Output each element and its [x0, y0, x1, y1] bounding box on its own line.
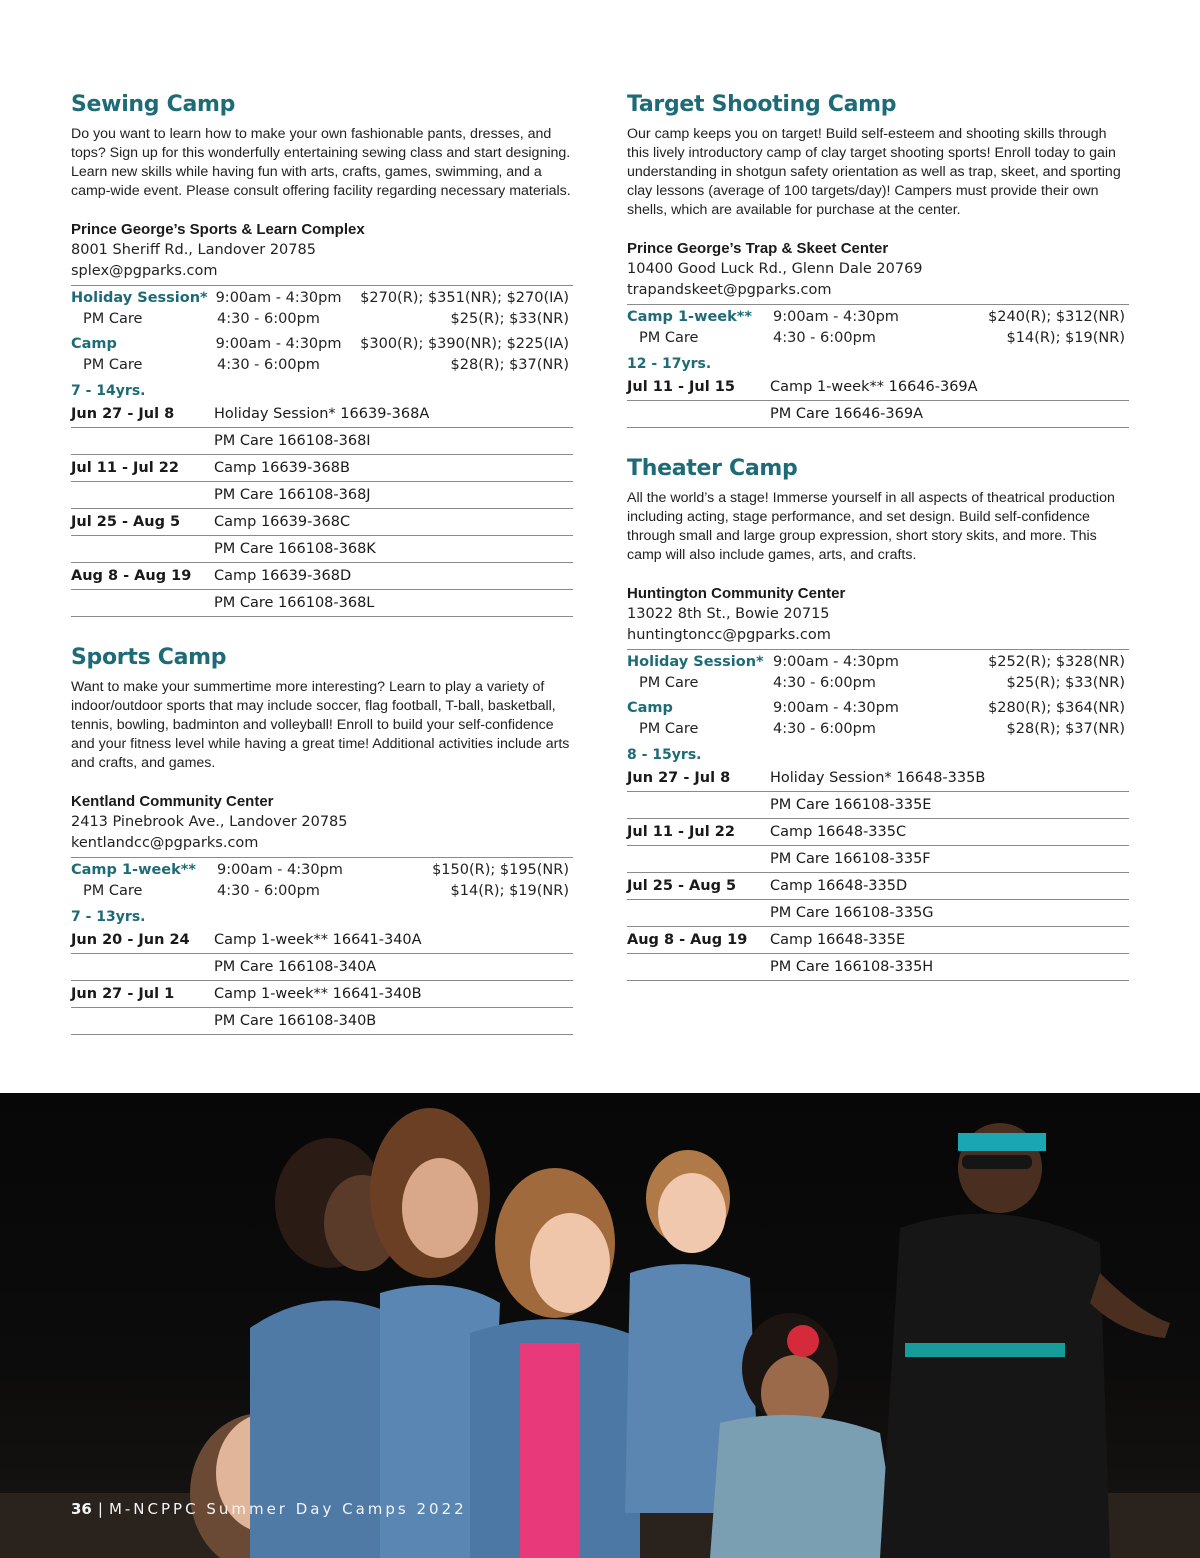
session-course: PM Care 166108-368I [214, 433, 371, 449]
fee-label: Camp 1-week** [71, 862, 196, 878]
fee-table [71, 285, 573, 375]
fee-price: $270(R); $351(NR); $270(IA) [360, 290, 569, 306]
section-description: All the world’s a stage! Immerse yourself in all aspects of theatrical production including acting, stage performance, and set design. Build self-confidence through small and large group expression, short story skits, and more. This camp will also include games, arts, and crafts. [627, 490, 1115, 563]
fee-label: Holiday Session* [627, 654, 764, 670]
schedule-row [71, 1008, 573, 1035]
schedule-row [627, 401, 1129, 428]
schedule-table [71, 401, 573, 617]
fee-label: PM Care [83, 356, 143, 373]
fee-price: $28(R); $37(NR) [1006, 720, 1125, 737]
fee-label: PM Care [83, 310, 143, 327]
schedule-row [71, 428, 573, 455]
fee-label: PM Care [639, 720, 699, 737]
schedule-row [71, 509, 573, 536]
fee-price: $150(R); $195(NR) [432, 862, 569, 878]
section-description: Want to make your summertime more interesting? Learn to play a variety of indoor/outdoor sports that may include soccer, flag football, T-ball, basketball, tennis, bowling, badminton and volleyball! Enroll to build your self-confidence and your fitness level while having a great time! Additional activities include arts and crafts, and games. [71, 679, 570, 771]
session-course: Camp 1-week** 16646-369A [770, 379, 978, 395]
location-name: Prince George’s Trap & Skeet Center [627, 240, 889, 257]
session-course: PM Care 166108-335E [770, 797, 932, 813]
session-course: PM Care 166108-340A [214, 959, 377, 975]
schedule-row [627, 374, 1129, 401]
session-dates: Aug 8 - Aug 19 [627, 932, 748, 948]
section-title: Sports Camp [71, 645, 227, 670]
age-range: 8 - 15yrs. [627, 747, 702, 763]
fee-table [627, 304, 1129, 348]
session-course: Camp 1-week** 16641-340A [214, 932, 422, 948]
fee-row [627, 307, 1129, 328]
schedule-row [71, 455, 573, 482]
schedule-row [627, 846, 1129, 873]
fee-time: 9:00am - 4:30pm [773, 309, 899, 325]
left-column [71, 92, 573, 1063]
session-course: Camp 16648-335E [770, 932, 906, 948]
fee-row [71, 334, 573, 355]
session-dates: Jun 27 - Jul 1 [71, 986, 175, 1002]
session-course: Camp 16639-368B [214, 460, 350, 476]
location-address: 2413 Pinebrook Ave., Landover 20785 [71, 814, 348, 830]
schedule-row [627, 900, 1129, 927]
section-description: Do you want to learn how to make your own fashionable pants, dresses, and tops? Sign up for this wonderfully entertaining sewing class and start designing. Learn new skills while having fun with arts, crafts, games, swimming, and a camp-wide event. Please consult offering facility regarding necessary materials. [71, 126, 571, 199]
theater-camp-section [627, 456, 1129, 981]
location-address: 8001 Sheriff Rd., Landover 20785 [71, 242, 316, 258]
schedule-row [627, 873, 1129, 900]
session-course: PM Care 166108-340B [214, 1013, 377, 1029]
fee-price: $300(R); $390(NR); $225(IA) [360, 336, 569, 352]
fee-row [627, 719, 1129, 740]
right-column [627, 92, 1129, 1009]
session-course: PM Care 166108-368L [214, 595, 375, 611]
location-email[interactable]: trapandskeet@pgparks.com [627, 282, 832, 298]
session-dates: Jul 25 - Aug 5 [627, 878, 737, 894]
target-shooting-camp-section [627, 92, 1129, 428]
location-name: Kentland Community Center [71, 793, 274, 810]
session-course: Camp 16639-368D [214, 568, 352, 584]
session-dates: Jul 11 - Jul 15 [627, 379, 735, 395]
session-course: Camp 16639-368C [214, 514, 351, 530]
session-course: PM Care 166108-368K [214, 541, 376, 557]
schedule-row [627, 765, 1129, 792]
session-dates: Jul 11 - Jul 22 [71, 460, 179, 476]
location-address: 13022 8th St., Bowie 20715 [627, 606, 830, 622]
section-description: Our camp keeps you on target! Build self-esteem and shooting skills through this lively introductory camp of clay target shooting sports! Enroll today to gain understanding in shotgun safety orientation as well as trap, skeet, and sporting clay lessons (average of 100 targets/day)! Campers must provide their own shells, which are available for purchase at the center. [627, 126, 1121, 218]
fee-price: $252(R); $328(NR) [988, 654, 1125, 670]
fee-row [627, 673, 1129, 694]
fee-price: $14(R); $19(NR) [1006, 329, 1125, 346]
sewing-camp-section [71, 92, 573, 617]
session-dates: Jul 25 - Aug 5 [71, 514, 181, 530]
session-course: Camp 1-week** 16641-340B [214, 986, 422, 1002]
fee-price: $28(R); $37(NR) [450, 356, 569, 373]
schedule-row [71, 563, 573, 590]
section-title: Sewing Camp [71, 92, 236, 117]
fee-label: Camp 1-week** [627, 309, 752, 325]
schedule-row [627, 792, 1129, 819]
fee-time: 4:30 - 6:00pm [773, 720, 876, 737]
schedule-row [627, 819, 1129, 846]
fee-label: Camp [71, 336, 117, 352]
location-address: 10400 Good Luck Rd., Glenn Dale 20769 [627, 261, 923, 277]
session-course: Holiday Session* 16639-368A [214, 406, 430, 422]
fee-label: Holiday Session* [71, 290, 208, 306]
fee-time: 4:30 - 6:00pm [217, 356, 320, 373]
footer-separator: | [97, 1500, 103, 1518]
fee-row [71, 309, 573, 330]
location-email[interactable]: kentlandcc@pgparks.com [71, 835, 259, 851]
schedule-row [71, 590, 573, 617]
age-range: 7 - 13yrs. [71, 909, 146, 925]
session-dates: Aug 8 - Aug 19 [71, 568, 192, 584]
fee-price: $280(R); $364(NR) [988, 700, 1125, 716]
section-title: Theater Camp [627, 456, 798, 481]
fee-time: 4:30 - 6:00pm [773, 674, 876, 691]
session-course: Holiday Session* 16648-335B [770, 770, 986, 786]
session-course: Camp 16648-335D [770, 878, 908, 894]
location-name: Prince George’s Sports & Learn Complex [71, 221, 365, 238]
schedule-row [71, 981, 573, 1008]
publication-title: M-NCPPC Summer Day Camps 2022 [108, 1500, 467, 1518]
fee-time: 9:00am - 4:30pm [215, 336, 342, 352]
session-course: Camp 16648-335C [770, 824, 907, 840]
session-dates: Jun 27 - Jul 8 [71, 406, 175, 422]
session-course: PM Care 166108-335H [770, 959, 934, 975]
page-footer [71, 1500, 467, 1518]
location-email[interactable]: huntingtoncc@pgparks.com [627, 627, 831, 643]
fee-time: 4:30 - 6:00pm [217, 310, 320, 327]
session-course: PM Care 166108-368J [214, 487, 371, 503]
session-course: PM Care 166108-335F [770, 851, 931, 867]
schedule-row [627, 927, 1129, 954]
section-title: Target Shooting Camp [627, 92, 897, 117]
fee-time: 9:00am - 4:30pm [773, 654, 899, 670]
fee-row [627, 698, 1129, 719]
photo-illustration [0, 1093, 1200, 1558]
fee-price: $25(R); $33(NR) [1006, 674, 1125, 691]
session-dates: Jul 11 - Jul 22 [627, 824, 735, 840]
session-course: PM Care 16646-369A [770, 406, 924, 422]
fee-row [627, 652, 1129, 673]
fee-table [627, 649, 1129, 739]
fee-label: Camp [627, 700, 673, 716]
sports-camp-section [71, 645, 573, 1035]
fee-row [71, 288, 573, 309]
fee-price: $240(R); $312(NR) [988, 309, 1125, 325]
schedule-row [71, 482, 573, 509]
fee-label: PM Care [639, 329, 699, 346]
schedule-row [71, 954, 573, 981]
fee-label: PM Care [639, 674, 699, 691]
fee-price: $14(R); $19(NR) [450, 882, 569, 899]
fee-row [71, 355, 573, 376]
session-course: PM Care 166108-335G [770, 905, 934, 921]
fee-row [71, 860, 573, 881]
schedule-table [627, 374, 1129, 428]
schedule-table [71, 927, 573, 1035]
schedule-row [627, 954, 1129, 981]
session-dates: Jun 27 - Jul 8 [627, 770, 731, 786]
fee-row [71, 881, 573, 902]
fee-table [71, 857, 573, 901]
age-range: 12 - 17yrs. [627, 356, 712, 372]
fee-price: $25(R); $33(NR) [450, 310, 569, 327]
fee-time: 4:30 - 6:00pm [217, 882, 320, 899]
age-range: 7 - 14yrs. [71, 383, 146, 399]
fee-time: 9:00am - 4:30pm [215, 290, 342, 306]
fee-row [627, 328, 1129, 349]
schedule-table [627, 765, 1129, 981]
fee-time: 4:30 - 6:00pm [773, 329, 876, 346]
page-number: 36 [71, 1500, 92, 1518]
fee-time: 9:00am - 4:30pm [217, 862, 343, 878]
schedule-row [71, 927, 573, 954]
schedule-row [71, 536, 573, 563]
schedule-row [71, 401, 573, 428]
location-name: Huntington Community Center [627, 585, 846, 602]
theater-camp-photo [0, 1093, 1200, 1558]
fee-time: 9:00am - 4:30pm [773, 700, 899, 716]
fee-label: PM Care [83, 882, 143, 899]
session-dates: Jun 20 - Jun 24 [71, 932, 190, 948]
location-email[interactable]: splex@pgparks.com [71, 263, 218, 279]
